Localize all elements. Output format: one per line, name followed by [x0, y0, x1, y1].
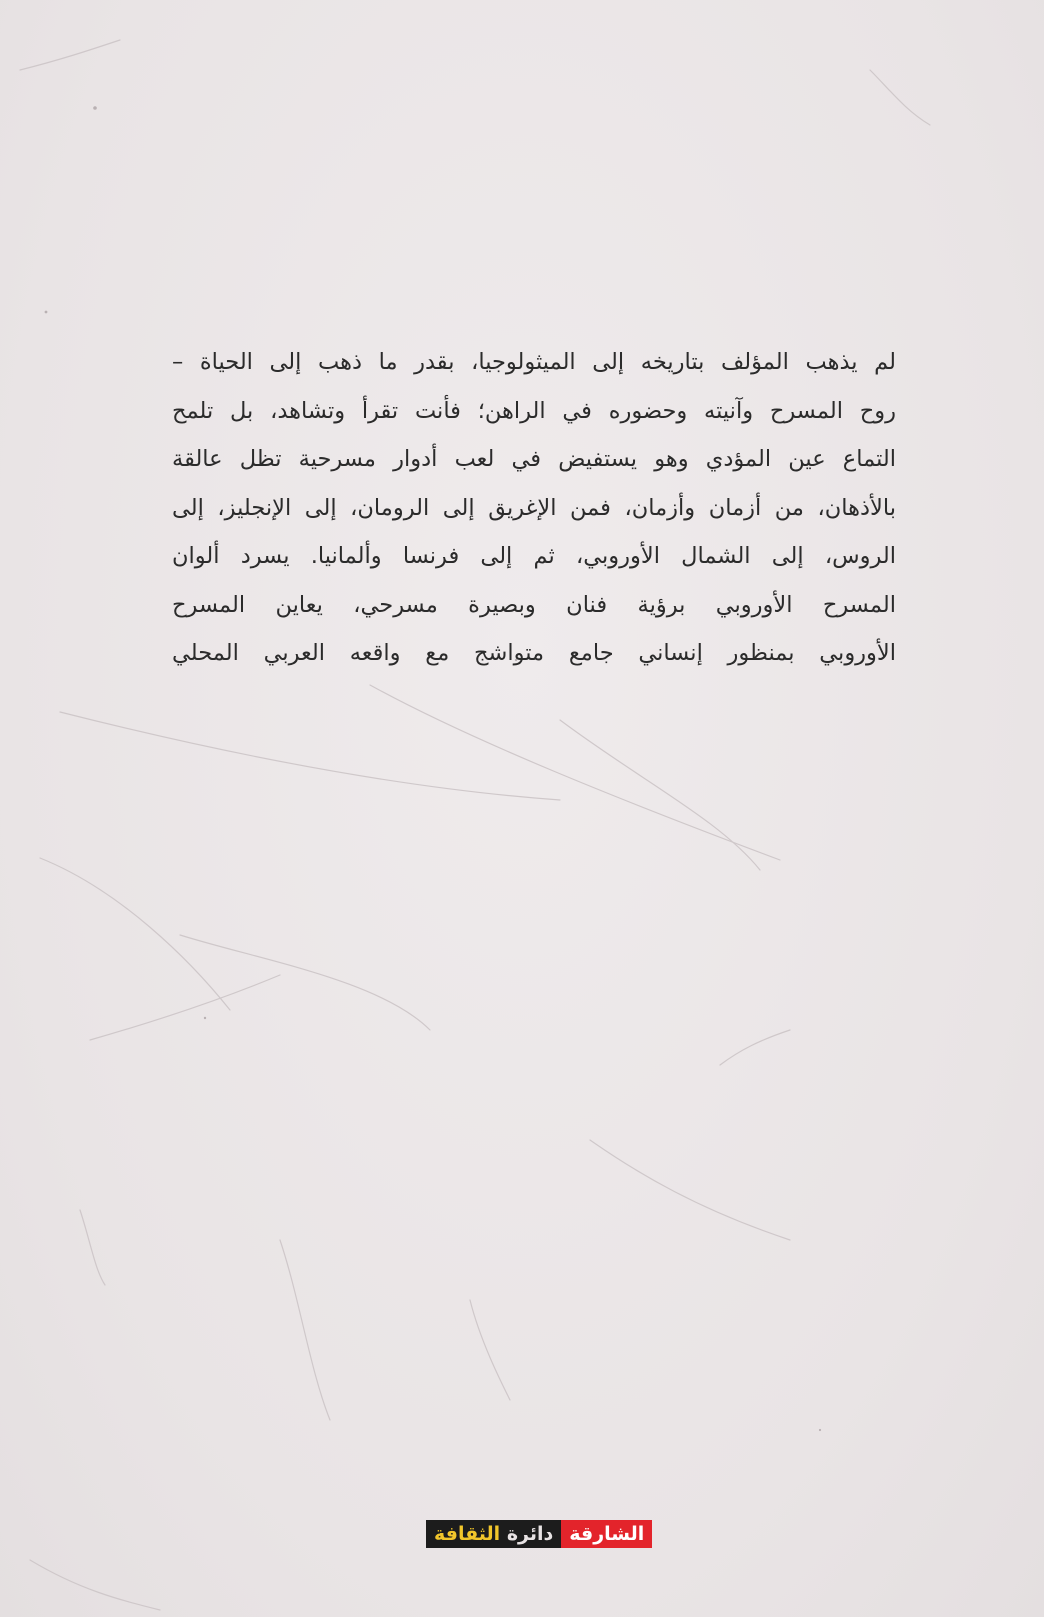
blurb-line: بالأذهان، من أزمان وأزمان، فمن الإغريق إلى الرومان، إلى الإنجليز، إلى — [172, 494, 896, 521]
publisher-logo-dark-segment — [426, 1520, 561, 1548]
publisher-logo — [426, 1520, 652, 1548]
blurb-line: التماع عين المؤدي وهو يستفيض في لعب أدوار مسرحية تظل عالقة — [172, 446, 896, 472]
blurb-line: المسرح الأوروبي برؤية فنان وبصيرة مسرحي، يعاين المسرح — [172, 591, 896, 618]
back-cover-blurb — [172, 338, 896, 678]
blurb-line: الروس، إلى الشمال الأوروبي، ثم إلى فرنسا وألمانيا. يسرد ألوان — [172, 543, 896, 569]
publisher-logo-word-accent: الثقافة — [434, 1523, 501, 1545]
blurb-line: لم يذهب المؤلف بتاريخه إلى الميثولوجيا، بقدر ما ذهب إلى الحياة – — [172, 349, 896, 375]
blurb-line: الأوروبي بمنظور إنساني جامع متواشج مع واقعه العربي المحلي — [172, 640, 896, 666]
publisher-logo-word: دائرة — [506, 1523, 554, 1545]
publisher-logo-red-segment: الشارقة — [561, 1520, 652, 1548]
blurb-line: روح المسرح وآنيته وحضوره في الراهن؛ فأنت تقرأ وتشاهد، بل تلمح — [172, 397, 896, 424]
